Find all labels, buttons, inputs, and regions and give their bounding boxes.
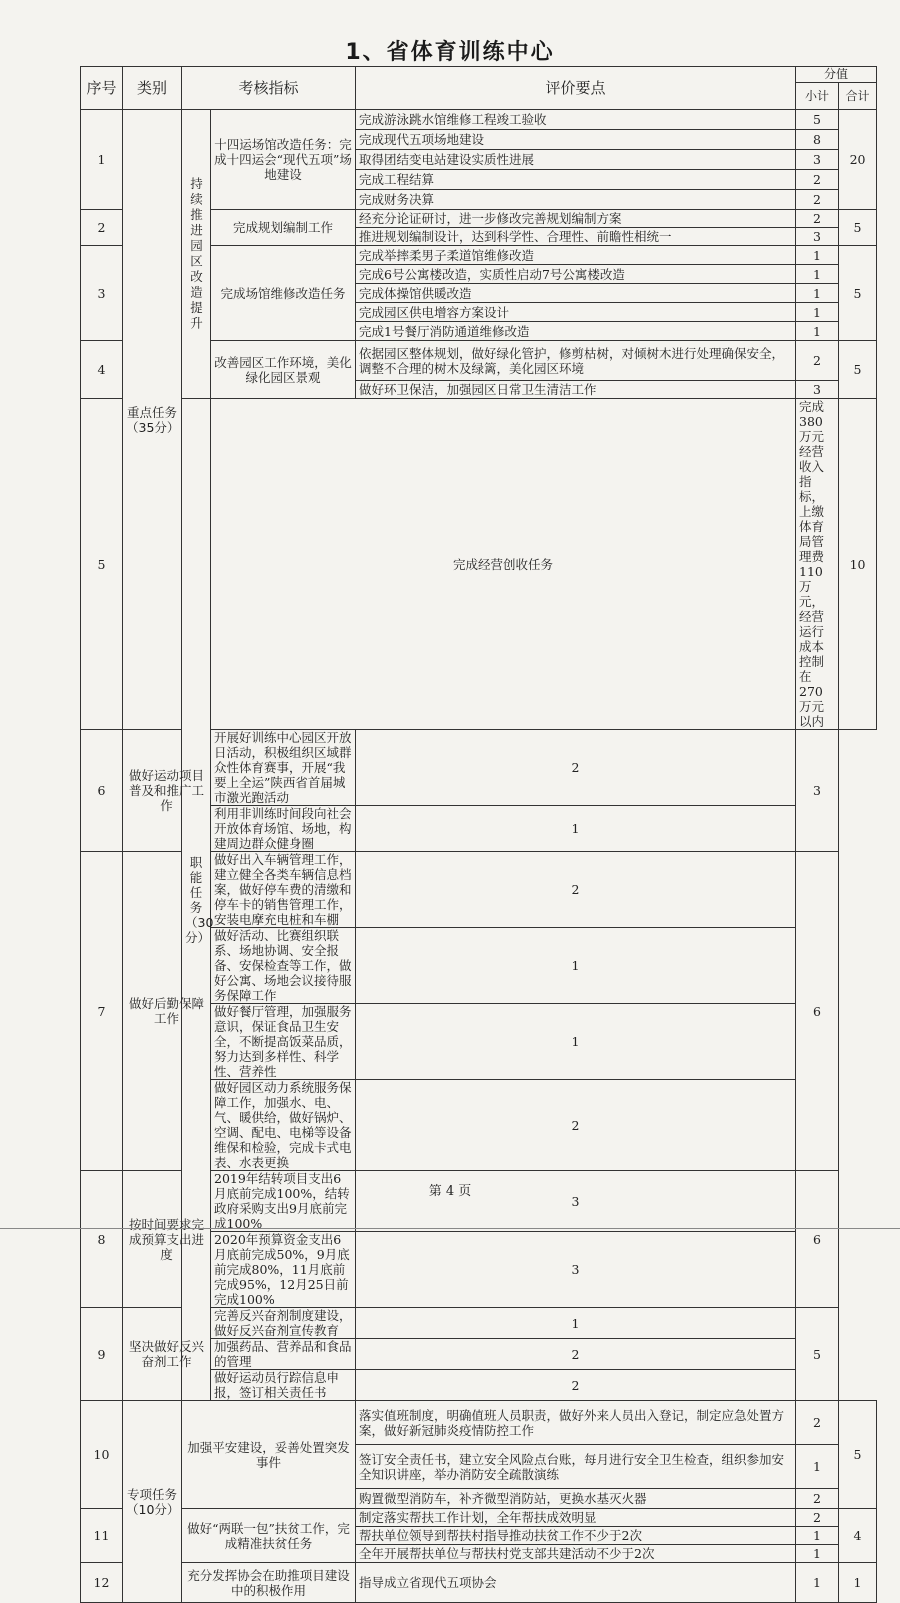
criteria-item: 完成园区供电增容方案设计 [356,303,796,322]
criteria-item: 完善反兴奋剂制度建设，做好反兴奋剂宣传教育 [211,1308,356,1339]
criteria-item: 依据园区整体规划，做好绿化管护，修剪枯树，对倾树木进行处理确保安全，调整不合理的树木及绿篱，美化园区环境 [356,341,796,381]
criteria-item: 2020年预算资金支出6月底前完成50%，9月底前完成80%，11月底前完成95%，12月25日前完成100% [211,1232,356,1308]
table-row [81,399,877,730]
total-score: 20 [839,110,877,210]
subtotal-score: 2 [796,210,839,228]
indicator-cell: 改善园区工作环境，美化绿化园区景观 [211,341,356,399]
total-score: 5 [796,1308,839,1401]
indicator-cell: 做好运动项目普及和推广工作 [123,730,211,852]
row-number: 12 [81,1563,123,1603]
criteria-item: 落实值班制度，明确值班人员职责，做好外来人员出入登记，制定应急处置方案，做好新冠肺炎疫情防控工作 [356,1401,796,1445]
table-row [81,730,877,806]
criteria-item: 2019年结转项目支出6月底前完成100%，结转政府采购支出9月底前完成100% [211,1171,356,1232]
category-key: 重点任务（35分） [123,110,182,730]
total-score: 5 [839,210,877,246]
indicator-cell: 完成场馆维修改造任务 [211,246,356,341]
table-row [81,1563,877,1603]
bottom-rule [0,1228,900,1229]
header-total: 合计 [839,83,877,110]
criteria-item: 购置微型消防车，补齐微型消防站，更换水基灭火器 [356,1489,796,1509]
subtotal-score: 2 [356,1339,796,1370]
criteria-item: 完成举摔柔男子柔道馆维修改造 [356,246,796,265]
criteria-item: 制定落实帮扶工作计划，全年帮扶成效明显 [356,1509,796,1527]
subtotal-score: 3 [356,1171,796,1232]
category-func: 职能任务（30分） [182,399,211,1401]
criteria-item: 做好运动员行踪信息申报，签订相关责任书 [211,1370,356,1401]
total-score: 1 [839,1563,877,1603]
row-number: 8 [81,1171,123,1308]
table-row [81,1308,877,1339]
indicator-cell: 做好“两联一包”扶贫工作，完成精准扶贫任务 [182,1509,356,1563]
header-score: 分值 [796,67,877,83]
header-category: 类别 [123,67,182,110]
row-number: 9 [81,1308,123,1401]
indicator-cell: 完成经营创收任务 [211,399,796,730]
subtotal-score: 2 [796,1401,839,1445]
subtotal-score: 1 [356,806,796,852]
row-number: 7 [81,852,123,1171]
indicator-cell: 按时间要求完成预算支出进度 [123,1171,211,1308]
subtotal-score: 1 [796,1563,839,1603]
indicator-cell: 完成规划编制工作 [211,210,356,246]
subtotal-score: 1 [796,1445,839,1489]
row-number: 10 [81,1401,123,1509]
indicator-cell: 做好后勤保障工作 [123,852,211,1171]
table-body [81,110,877,1603]
table-row [81,1401,877,1445]
subtotal-score: 1 [796,246,839,265]
subtotal-score: 2 [356,852,796,928]
total-score: 5 [839,246,877,341]
row-number: 1 [81,110,123,210]
subtotal-score: 1 [356,1308,796,1339]
criteria-item: 完成游泳跳水馆维修工程竣工验收 [356,110,796,130]
criteria-item: 全年开展帮扶单位与帮扶村党支部共建活动不少于2次 [356,1545,796,1563]
subtotal-score: 1 [796,1545,839,1563]
subtotal-score: 2 [796,190,839,210]
row-number: 4 [81,341,123,399]
subtotal-score: 8 [796,130,839,150]
indicator-cell: 十四运场馆改造任务：完成十四运会“现代五项”场地建设 [211,110,356,210]
total-score: 6 [796,1171,839,1308]
criteria-item: 签订安全责任书，建立安全风险点台账，每月进行安全卫生检查，组织参加安全知识讲座，举办消防安全疏散演练 [356,1445,796,1489]
subtotal-score: 2 [796,341,839,381]
criteria-item: 指导成立省现代五项协会 [356,1563,796,1603]
subtotal-score: 2 [796,170,839,190]
criteria-item: 做好园区动力系统服务保障工作，加强水、电、气、暖供给，做好锅炉、空调、配电、电梯等设备维保和检验，完成卡式电表、水表更换 [211,1080,356,1171]
row-number: 3 [81,246,123,341]
total-score: 6 [796,852,839,1171]
subtotal-score: 10 [839,399,877,730]
row-number: 6 [81,730,123,852]
indicator-cell: 加强平安建设，妥善处置突发事件 [182,1401,356,1509]
subtotal-score: 2 [356,1370,796,1401]
criteria-item: 加强药品、营养品和食品的管理 [211,1339,356,1370]
criteria-item: 完成380万元经营收入指标，上缴体育局管理费110万元，经营运行成本控制在270万元以内 [796,399,839,730]
criteria-item: 做好环卫保洁，加强园区日常卫生清洁工作 [356,381,796,399]
subtotal-score: 1 [796,1527,839,1545]
assessment-table [80,66,877,1603]
row-number: 2 [81,210,123,246]
criteria-item: 完成工程结算 [356,170,796,190]
subtotal-score: 1 [796,303,839,322]
header-criteria: 评价要点 [356,67,796,110]
subtotal-score: 3 [796,228,839,246]
criteria-item: 做好餐厅管理，加强服务意识，保证食品卫生安全，不断提高饭菜品质，努力达到多样性、科学性、营养性 [211,1004,356,1080]
criteria-item: 做好出入车辆管理工作，建立健全各类车辆信息档案，做好停车费的清缴和停车卡的销售管理工作，安装电摩充电桩和车棚 [211,852,356,928]
subtotal-score: 3 [356,1232,796,1308]
criteria-item: 开展好训练中心园区开放日活动，积极组织区域群众性体育赛事，开展“我要上全运”陕西省首届城市激光跑活动 [211,730,356,806]
criteria-item: 帮扶单位领导到帮扶村指导推动扶贫工作不少于2次 [356,1527,796,1545]
criteria-item: 经充分论证研讨，进一步修改完善规划编制方案 [356,210,796,228]
table-row [81,110,877,130]
subtotal-score: 3 [796,150,839,170]
header-indicator: 考核指标 [182,67,356,110]
indicator-cell: 充分发挥协会在助推项目建设中的积极作用 [182,1563,356,1603]
category-special: 专项任务（10分） [123,1401,182,1603]
total-score: 3 [796,730,839,852]
total-score: 5 [839,1401,877,1509]
header-subtotal: 小计 [796,83,839,110]
subtotal-score: 2 [796,1489,839,1509]
subtotal-score: 1 [796,265,839,284]
subtotal-score: 3 [796,381,839,399]
criteria-item: 做好活动、比赛组织联系、场地协调、安全报备、安保检查等工作，做好公寓、场地会议接待服务保障工作 [211,928,356,1004]
row-number: 11 [81,1509,123,1563]
criteria-item: 完成体操馆供暖改造 [356,284,796,303]
criteria-item: 完成现代五项场地建设 [356,130,796,150]
header-seq: 序号 [81,67,123,110]
criteria-item: 完成财务决算 [356,190,796,210]
subtotal-score: 1 [356,1004,796,1080]
criteria-item: 完成6号公寓楼改造，实质性启动7号公寓楼改造 [356,265,796,284]
page-number: 第 4 页 [428,1184,472,1199]
subtotal-score: 1 [796,284,839,303]
subtotal-score: 5 [796,110,839,130]
vertical-label: 持续推进园区改造提升 [182,110,211,399]
criteria-item: 利用非训练时间段向社会开放体育场馆、场地，构建周边群众健身圈 [211,806,356,852]
subtotal-score: 2 [796,1509,839,1527]
criteria-item: 推进规划编制设计，达到科学性、合理性、前瞻性相统一 [356,228,796,246]
indicator-cell: 坚决做好反兴奋剂工作 [123,1308,211,1401]
subtotal-score: 2 [356,730,796,806]
page-title: 1、省体育训练中心 [345,40,555,65]
subtotal-score: 1 [356,928,796,1004]
total-score: 5 [839,341,877,399]
criteria-item: 完成1号餐厅消防通道维修改造 [356,322,796,341]
criteria-item: 取得团结变电站建设实质性进展 [356,150,796,170]
total-score: 4 [839,1509,877,1563]
subtotal-score: 2 [356,1080,796,1171]
table-row [81,1509,877,1527]
subtotal-score: 1 [796,322,839,341]
row-number: 5 [81,399,123,730]
